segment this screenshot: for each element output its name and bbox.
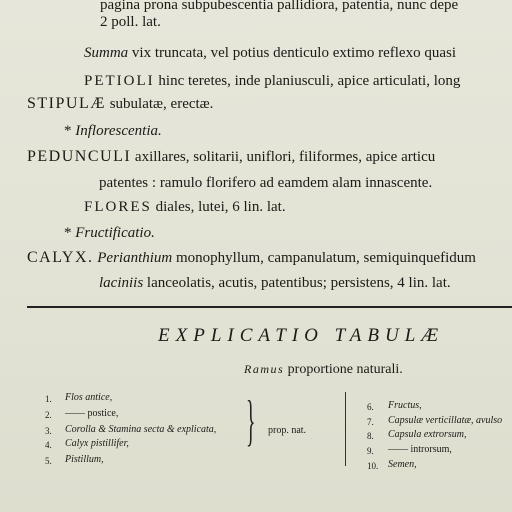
ramus-description: proportione naturali. xyxy=(287,362,403,377)
summa-term: Summa xyxy=(84,45,129,61)
left-item-number: 4. xyxy=(45,440,52,450)
explicatio-heading: EXPLICATIO TABULÆ xyxy=(158,325,445,346)
left-item-number: 5. xyxy=(45,456,52,466)
horizontal-rule xyxy=(27,306,512,308)
text-line-pedunculi xyxy=(27,148,435,166)
section-title-inflorescentia: Inflorescentia. xyxy=(75,123,162,139)
left-item-number: 2. xyxy=(45,410,52,420)
left-item-number: 1. xyxy=(45,394,52,404)
right-item-number: 9. xyxy=(367,446,374,456)
calyx-description: monophyllum, campanulatum, semiquinquefidum xyxy=(176,250,476,266)
right-item-text: —— introrsum, xyxy=(388,444,452,455)
left-item-number: 3. xyxy=(45,426,52,436)
laciniis-term: laciniis xyxy=(99,275,144,291)
asterisk-1: * xyxy=(64,123,72,139)
column-divider xyxy=(345,392,346,466)
text-line-stipulae xyxy=(27,95,213,113)
right-item-number: 7. xyxy=(367,417,374,427)
text-line-pedunculi-cont xyxy=(99,174,432,192)
text-line-2-text: 2 poll. lat. xyxy=(100,14,161,30)
left-item-text: Corolla & Stamina secta & explicata, xyxy=(65,424,217,435)
calyx-continuation: lanceolatis, acutis, patentibus; persistens, 4 lin. lat. xyxy=(146,275,451,291)
pedunculi-term: PEDUNCULI xyxy=(27,148,132,165)
right-item-text: Capsula extrorsum, xyxy=(388,429,467,440)
right-item-text: Semen, xyxy=(388,459,417,470)
left-item-text: Calyx pistillifer, xyxy=(65,438,129,449)
text-line-flores xyxy=(84,198,286,216)
right-item-number: 10. xyxy=(367,461,379,471)
asterisk-2: * xyxy=(64,225,72,241)
calyx-term: CALYX. xyxy=(27,249,94,266)
text-line-calyx-cont xyxy=(99,274,451,292)
right-item-number: 6. xyxy=(367,402,374,412)
section-fructificatio xyxy=(64,224,155,242)
text-line-2 xyxy=(100,13,161,31)
left-item-text: Flos antice, xyxy=(65,392,113,403)
perianthium-term: Perianthium xyxy=(97,250,173,266)
text-line-1 xyxy=(100,0,458,14)
right-item-text: Fructus, xyxy=(388,400,422,411)
petioli-description: hinc teretes, inde planiusculi, apice articulati, long xyxy=(158,73,461,89)
text-line-summa xyxy=(84,44,456,62)
stipulae-term: STIPULÆ xyxy=(27,95,106,112)
section-title-fructificatio: Fructificatio. xyxy=(75,225,155,241)
flores-term: FLORES xyxy=(84,199,152,215)
left-item-text: —— postice, xyxy=(65,408,119,419)
curly-brace: } xyxy=(246,390,256,452)
ramus-term: Ramus xyxy=(244,362,285,376)
section-inflorescentia xyxy=(64,122,162,140)
prop-nat-label: prop. nat. xyxy=(268,425,307,436)
petioli-term: PETIOLI xyxy=(84,73,155,89)
right-item-text: Capsulæ verticillatæ, avulso xyxy=(388,415,503,426)
stipulae-description: subulatæ, erectæ. xyxy=(109,96,214,112)
summa-description: vix truncata, vel potius denticulo extimo reflexo quasi xyxy=(131,45,457,61)
text-line-1-text: pagina prona subpubescentia pallidiora, patentia, nunc depe xyxy=(100,0,459,13)
explicatio-subheading xyxy=(244,362,403,378)
pedunculi-continuation: patentes : ramulo florifero ad eamdem alam innascente. xyxy=(99,175,433,191)
pedunculi-description: axillares, solitarii, uniflori, filiformes, apice articu xyxy=(134,149,436,165)
right-item-number: 8. xyxy=(367,431,374,441)
flores-description: diales, lutei, 6 lin. lat. xyxy=(155,199,286,215)
left-item-text: Pistillum, xyxy=(65,454,104,465)
text-line-petioli xyxy=(84,72,460,90)
text-line-calyx xyxy=(27,249,476,267)
